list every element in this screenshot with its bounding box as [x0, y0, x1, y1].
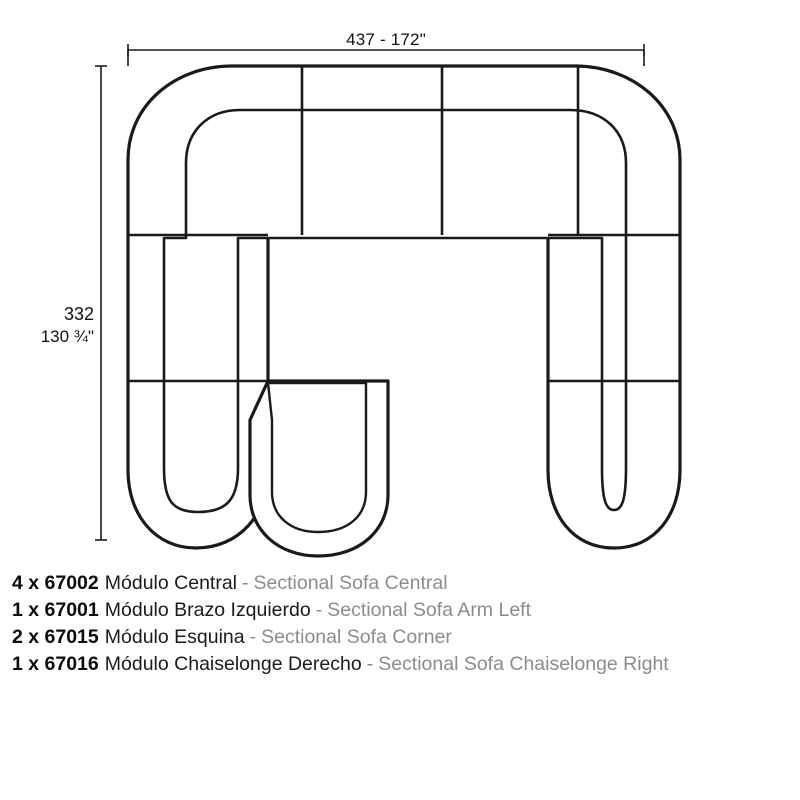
- legend-name-en: Sectional Sofa Corner: [261, 626, 452, 648]
- legend-dash: -: [249, 626, 257, 648]
- legend-name-en: Sectional Sofa Arm Left: [327, 599, 531, 621]
- legend-name-es: Módulo Chaiselonge Derecho: [104, 653, 362, 675]
- sofa-outline: [128, 66, 680, 548]
- legend-qty: 1 x 67001: [12, 599, 99, 621]
- top-dimension-label: 437 - 172": [346, 30, 426, 49]
- list-item: [12, 572, 792, 595]
- legend-dash: -: [242, 572, 249, 594]
- left-dimension-label: [10, 303, 94, 348]
- legend-name-en: Sectional Sofa Central: [253, 572, 448, 594]
- legend-dash: -: [315, 599, 323, 621]
- legend-name-en: Sectional Sofa Chaiselonge Right: [378, 653, 669, 675]
- legend-qty: 4 x 67002: [12, 572, 99, 594]
- left-dimension-label-in: 130 ¾": [40, 327, 94, 347]
- legend-qty: 1 x 67016: [12, 653, 99, 675]
- list-item: [12, 653, 792, 676]
- legend-name-es: Módulo Brazo Izquierdo: [104, 599, 311, 621]
- module-legend: [12, 572, 792, 680]
- legend-name-es: Módulo Central: [104, 572, 237, 594]
- list-item: [12, 626, 792, 649]
- list-item: [12, 599, 792, 622]
- legend-dash: -: [366, 653, 374, 675]
- chaiselonge-module: [250, 381, 388, 556]
- left-dimension-label-cm: 332: [63, 304, 94, 324]
- legend-name-es: Módulo Esquina: [104, 626, 245, 648]
- legend-qty: 2 x 67015: [12, 626, 99, 648]
